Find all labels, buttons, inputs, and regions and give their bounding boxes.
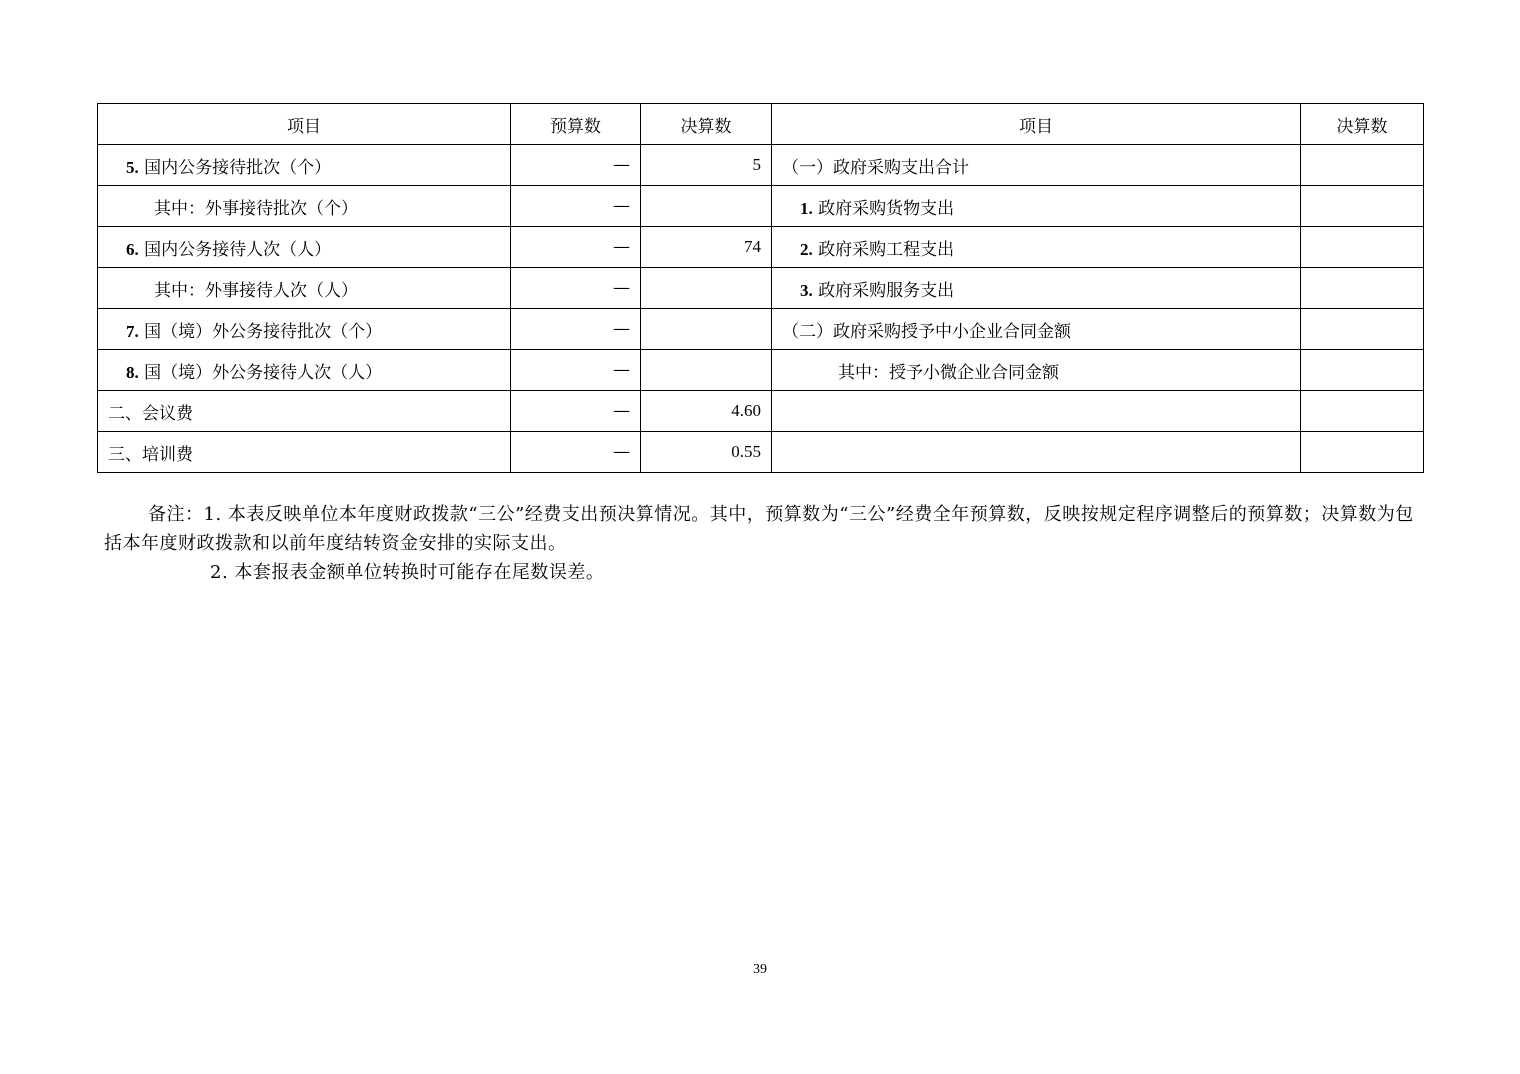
table-row: [98, 350, 1424, 391]
row-budget: —: [511, 145, 641, 186]
row-final-right: [1301, 391, 1424, 432]
page-number: 39: [753, 962, 767, 977]
row-final: [641, 309, 772, 350]
row-item-left: 三、培训费: [98, 432, 511, 473]
row-item-left: 7. 国（境）外公务接待批次（个）: [98, 309, 511, 350]
table-row: [98, 186, 1424, 227]
header-final-left: 决算数: [641, 104, 772, 145]
table-row: [98, 309, 1424, 350]
header-final-right: 决算数: [1301, 104, 1424, 145]
row-final: 0.55: [641, 432, 772, 473]
table-row: [98, 145, 1424, 186]
row-item-right: 2. 政府采购工程支出: [772, 227, 1301, 268]
header-item-left: 项目: [98, 104, 511, 145]
row-final: 4.60: [641, 391, 772, 432]
row-final-right: [1301, 268, 1424, 309]
header-budget: 预算数: [511, 104, 641, 145]
table-row: [98, 432, 1424, 473]
row-item-left: 6. 国内公务接待人次（人）: [98, 227, 511, 268]
row-item-right: [772, 391, 1301, 432]
row-final-right: [1301, 309, 1424, 350]
row-item-right: 3. 政府采购服务支出: [772, 268, 1301, 309]
table-row: [98, 227, 1424, 268]
row-budget: —: [511, 186, 641, 227]
row-item-right: 其中：授予小微企业合同金额: [772, 350, 1301, 391]
expense-table: [97, 103, 1424, 473]
row-budget: —: [511, 268, 641, 309]
row-budget: —: [511, 309, 641, 350]
table-row: [98, 268, 1424, 309]
row-item-right: （一）政府采购支出合计: [772, 145, 1301, 186]
row-final-right: [1301, 432, 1424, 473]
row-final: [641, 186, 772, 227]
table-row: [98, 391, 1424, 432]
row-item-left: 其中：外事接待批次（个）: [98, 186, 511, 227]
row-final: [641, 268, 772, 309]
row-budget: —: [511, 391, 641, 432]
row-final-right: [1301, 145, 1424, 186]
row-budget: —: [511, 432, 641, 473]
row-item-right: 1. 政府采购货物支出: [772, 186, 1301, 227]
row-final-right: [1301, 227, 1424, 268]
row-item-right: （二）政府采购授予中小企业合同金额: [772, 309, 1301, 350]
row-budget: —: [511, 227, 641, 268]
note-line-1: 备注：1. 本表反映单位本年度财政拨款“三公”经费支出预决算情况。其中，预算数为“三公”经费全年预算数，反映按规定程序调整后的预算数；决算数为包括本年度财政拨款和以前年度结转资金安排的实际支出。: [104, 504, 1414, 554]
row-final-right: [1301, 350, 1424, 391]
row-final: 74: [641, 227, 772, 268]
row-final: [641, 350, 772, 391]
row-final-right: [1301, 186, 1424, 227]
row-item-left: 5. 国内公务接待批次（个）: [98, 145, 511, 186]
notes-section: [104, 500, 1414, 587]
note-line-2: 2. 本套报表金额单位转换时可能存在尾数误差。: [210, 562, 605, 583]
row-final: 5: [641, 145, 772, 186]
row-item-left: 二、会议费: [98, 391, 511, 432]
row-item-right: [772, 432, 1301, 473]
table-header-row: [98, 104, 1424, 145]
row-item-left: 其中：外事接待人次（人）: [98, 268, 511, 309]
row-item-left: 8. 国（境）外公务接待人次（人）: [98, 350, 511, 391]
header-item-right: 项目: [772, 104, 1301, 145]
row-budget: —: [511, 350, 641, 391]
